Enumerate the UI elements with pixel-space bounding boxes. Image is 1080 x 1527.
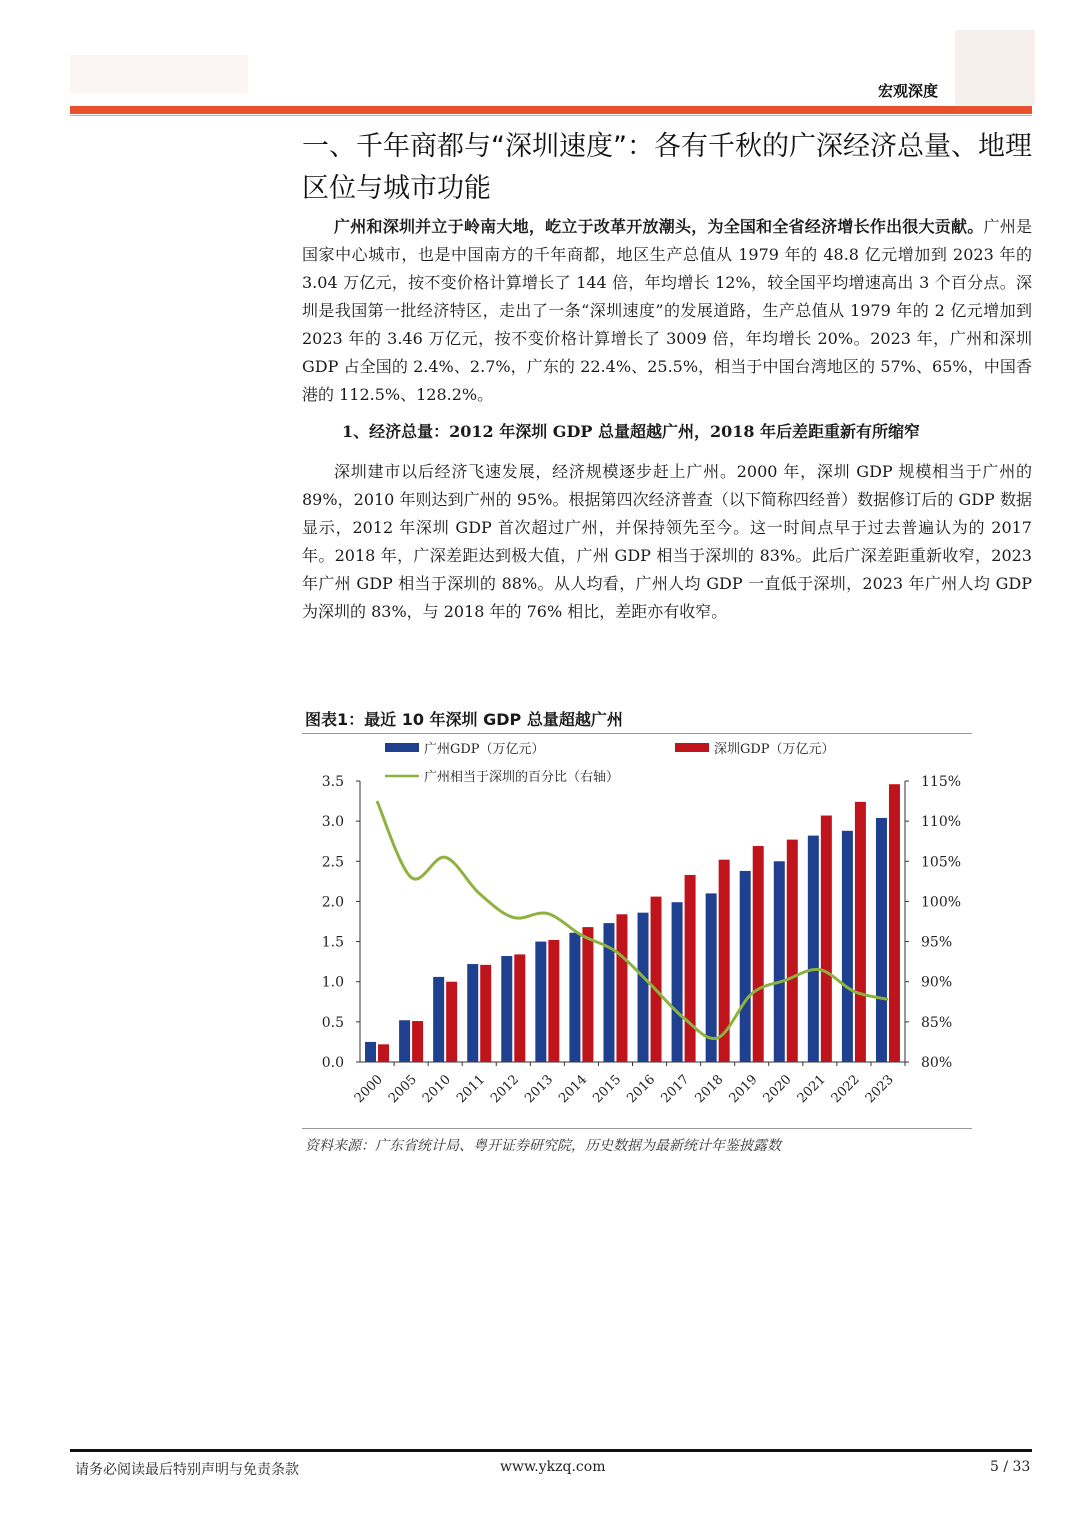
x-tick-label: 2017 — [658, 1072, 693, 1107]
bar-shenzhen — [548, 940, 559, 1062]
bar-guangzhou — [876, 818, 887, 1062]
corner-decoration — [955, 30, 1035, 105]
bar-shenzhen — [821, 816, 832, 1062]
bar-guangzhou — [808, 836, 819, 1062]
x-tick-label: 2023 — [862, 1072, 897, 1107]
logo-placeholder — [70, 55, 248, 93]
footer-url[interactable]: www.ykzq.com — [500, 1459, 606, 1475]
bar-shenzhen — [651, 897, 662, 1062]
bar-shenzhen — [616, 914, 627, 1062]
body-paragraph: 深圳建市以后经济飞速发展，经济规模逐步赶上广州。2000 年，深圳 GDP 规模相当于广州的 89%，2010 年则达到广州的 95%。根据第四次经济普查（以下简称四经普）数据修订后的 GDP 数据显示，2012 年深圳 GDP 首次超过广州，并保持领先至今。这一时间点早于过去普遍认为的 2017 年。2018 年，广深差距达到极大值，广州 GDP 相当于深圳的 83%。此后广深差距重新收窄，2023 年广州 GDP 相当于深圳的 88%。从人均看，广州人均 GDP 一直低于深圳，2023 年广州人均 GDP 为深圳的 83%，与 2018 年的 76% 相比，差距亦有收窄。 — [302, 462, 1032, 621]
footer-disclaimer: 请务必阅读最后特别声明与免责条款 — [75, 1462, 299, 1478]
figure-title: 图表1：最近 10 年深圳 GDP 总量超越广州 — [305, 710, 623, 729]
header-thin-rule — [70, 115, 1032, 116]
x-tick-label: 2005 — [385, 1072, 420, 1107]
y-left-tick-label: 3.0 — [321, 814, 344, 831]
intro-paragraph — [302, 213, 1032, 409]
legend-swatch-shenzhen — [675, 743, 709, 752]
section-heading: 一、千年商都与“深圳速度”：各有千秋的广深经济总量、地理区位与城市功能 — [302, 131, 1032, 204]
bar-guangzhou — [535, 942, 546, 1062]
figure-bottom-rule — [302, 1128, 972, 1129]
intro-lead: 广州和深圳并立于岭南大地，屹立于改革开放潮头，为全国和全省经济增长作出很大贡献。 — [334, 217, 984, 236]
bar-shenzhen — [480, 965, 491, 1062]
bar-shenzhen — [889, 784, 900, 1062]
bar-shenzhen — [753, 846, 764, 1062]
bar-guangzhou — [399, 1020, 410, 1062]
bar-guangzhou — [501, 956, 512, 1062]
bar-guangzhou — [365, 1042, 376, 1062]
bar-guangzhou — [467, 964, 478, 1062]
y-left-tick-label: 2.0 — [321, 894, 344, 911]
subheading: 1、经济总量：2012 年深圳 GDP 总量超越广州，2018 年后差距重新有所缩窄 — [342, 422, 921, 441]
header-rule — [70, 106, 1032, 114]
bar-shenzhen — [855, 802, 866, 1062]
bar-guangzhou — [740, 871, 751, 1062]
y-right-tick-label: 80% — [921, 1055, 953, 1071]
x-tick-label: 2012 — [488, 1072, 523, 1107]
bar-guangzhou — [842, 831, 853, 1062]
bar-guangzhou — [638, 913, 649, 1062]
y-right-tick-label: 115% — [921, 774, 962, 790]
bar-shenzhen — [378, 1044, 389, 1062]
bar-shenzhen — [514, 954, 525, 1062]
y-right-tick-label: 105% — [921, 854, 962, 871]
x-tick-label: 2011 — [454, 1072, 489, 1107]
x-tick-label: 2018 — [692, 1072, 727, 1107]
x-tick-label: 2020 — [760, 1072, 795, 1107]
x-tick-label: 2022 — [828, 1072, 863, 1107]
footer-page-number: 5 / 33 — [990, 1459, 1031, 1475]
bar-shenzhen — [582, 927, 593, 1062]
legend-label-guangzhou: 广州GDP（万亿元） — [424, 742, 545, 757]
y-right-tick-label: 85% — [921, 1014, 953, 1031]
legend-label-shenzhen: 深圳GDP（万亿元） — [714, 742, 835, 757]
y-left-tick-label: 0.5 — [321, 1014, 344, 1031]
y-right-tick-label: 110% — [921, 814, 962, 831]
y-right-tick-label: 100% — [921, 894, 962, 911]
x-tick-label: 2013 — [522, 1072, 557, 1107]
x-tick-label: 2010 — [419, 1072, 454, 1107]
bar-guangzhou — [433, 977, 444, 1062]
y-left-tick-label: 0.0 — [321, 1055, 344, 1071]
intro-body: 广州是国家中心城市，也是中国南方的千年商都，地区生产总值从 1979 年的 48.8 亿元增加到 2023 年的 3.04 万亿元，按不变价格计算增长了 144 倍，年均增长 12%，较全国平均增速高出 3 个百分点。深圳是我国第一批经济特区，走出了一条“深圳速度”的发展道路，生产总值从 1979 年的 2 亿元增加到 2023 年的 3.46 万亿元，按不变价格计算增长了 3009 倍，年均增长 20%。2023 年，广州和深圳 GDP 占全国的 2.4%、2.7%，广东的 22.4%、25.5%，相当于中国台湾地区的 57%、65%，中国香港的 112.5%、128.2%。 — [302, 217, 1032, 404]
x-tick-label: 2014 — [556, 1072, 591, 1107]
legend-swatch-guangzhou — [385, 743, 419, 752]
bar-shenzhen — [446, 982, 457, 1062]
footer-rule — [70, 1449, 1032, 1452]
bar-shenzhen — [685, 875, 696, 1062]
y-left-tick-label: 2.5 — [321, 854, 344, 871]
bar-guangzhou — [774, 861, 785, 1062]
y-right-tick-label: 95% — [921, 934, 953, 951]
bar-shenzhen — [787, 840, 798, 1062]
bar-shenzhen — [412, 1021, 423, 1062]
x-tick-label: 2000 — [351, 1072, 386, 1107]
x-tick-label: 2016 — [624, 1072, 659, 1107]
header-section-label: 宏观深度 — [878, 82, 939, 100]
bar-guangzhou — [569, 933, 580, 1062]
bar-guangzhou — [672, 902, 683, 1062]
gdp-chart — [300, 733, 970, 1128]
x-tick-label: 2015 — [590, 1072, 625, 1107]
x-tick-label: 2021 — [794, 1072, 829, 1107]
x-tick-label: 2019 — [726, 1072, 761, 1107]
y-right-tick-label: 90% — [921, 974, 953, 991]
legend-label-ratio: 广州相当于深圳的百分比（右轴） — [424, 770, 620, 785]
y-left-tick-label: 3.5 — [321, 774, 344, 790]
y-left-tick-label: 1.0 — [321, 974, 344, 991]
y-left-tick-label: 1.5 — [321, 934, 344, 951]
figure-source: 资料来源：广东省统计局、粤开证券研究院，历史数据为最新统计年鉴披露数 — [305, 1138, 781, 1154]
